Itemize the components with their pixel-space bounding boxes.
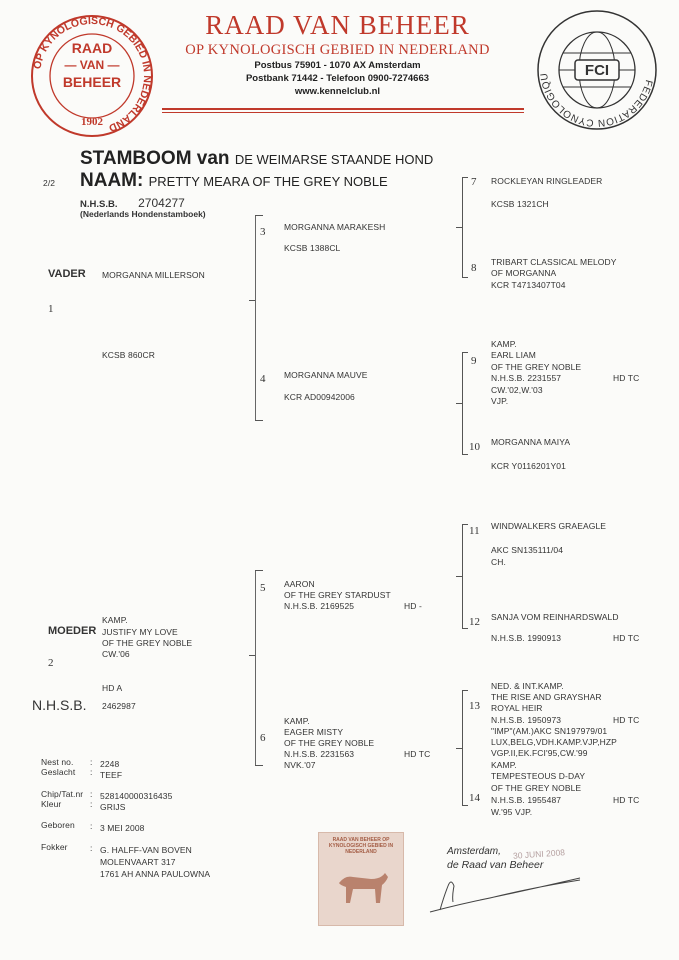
signature-place: Amsterdam, xyxy=(447,846,501,857)
ggp12-number: 12 xyxy=(469,616,480,628)
raad-emblem-text: RAAD VAN BEHEER OP KYNOLOGISCH GEBIED IN NEDERLAND xyxy=(328,837,394,855)
org-bank-phone: Postbank 71442 - Telefoon 0900-7274663 xyxy=(245,73,430,84)
ggp9-hd: HD TC xyxy=(613,373,640,383)
breeder-label: Fokker xyxy=(41,842,68,852)
gp6-hd: HD TC xyxy=(404,749,431,759)
ggp10-reg: KCR Y0116201Y01 xyxy=(491,461,566,471)
seal-left-line1: RAAD xyxy=(71,40,113,56)
org-address: Postbus 75901 - 1070 AX Amsterdam xyxy=(254,60,421,71)
gp5-number: 5 xyxy=(260,582,266,594)
born-label: Geboren xyxy=(41,820,75,830)
ggp11-number: 11 xyxy=(469,525,480,537)
naam-label: NAAM: xyxy=(80,170,144,191)
gp6-name2: OF THE GREY NOBLE xyxy=(284,738,375,748)
gp4-reg: KCR AD00942006 xyxy=(284,392,355,402)
ggp13-name1: THE RISE AND GRAYSHAR xyxy=(491,692,602,702)
ggp7-name: ROCKLEYAN RINGLEADER xyxy=(491,176,603,186)
dam-name1: JUSTIFY MY LOVE xyxy=(102,627,178,637)
seal-left-year: 1902 xyxy=(81,116,103,128)
ggp8-name1: TRIBART CLASSICAL MELODY xyxy=(491,257,617,267)
ggp10-name: MORGANNA MAIYA xyxy=(491,437,571,447)
gp5-name1: AARON xyxy=(284,579,315,589)
ggp13-hd: HD TC xyxy=(613,715,640,725)
header-rule xyxy=(162,108,524,110)
ggp10-number: 10 xyxy=(469,441,480,453)
stamboom-label: STAMBOOM van xyxy=(80,148,230,169)
ggp7-number: 7 xyxy=(471,176,477,188)
ggp11-reg: AKC SN135111/04 xyxy=(491,545,564,555)
org-name: RAAD VAN BEHEER xyxy=(205,10,470,40)
dam-number: 2 xyxy=(48,657,54,669)
ggp11-title: CH. xyxy=(491,557,506,567)
gp6-number: 6 xyxy=(260,732,266,744)
breed-name: DE WEIMARSE STAANDE HOND xyxy=(234,152,434,167)
gp6-name1: EAGER MISTY xyxy=(284,727,344,737)
gp5-hd: HD - xyxy=(404,601,422,611)
ggp14-number: 14 xyxy=(469,792,480,804)
dam-hd: HD A xyxy=(102,683,123,693)
gp6-prefix: KAMP. xyxy=(284,716,310,726)
dam-name2: OF THE GREY NOBLE xyxy=(102,638,193,648)
ggp11-name: WINDWALKERS GRAEAGLE xyxy=(491,521,607,531)
breeder-line3: 1761 AH ANNA PAULOWNA xyxy=(100,869,211,879)
gp3-number: 3 xyxy=(260,226,266,238)
seal-left-line2: — VAN — xyxy=(64,58,120,72)
ggp13-titles2: VGP.II,EK.FCI'95,CW.'99 xyxy=(491,748,588,758)
ggp8-name2: OF MORGANNA xyxy=(491,268,557,278)
nhsb-number: 2704277 xyxy=(138,196,185,210)
gp3-reg: KCSB 1388CL xyxy=(284,243,341,253)
ggp13-prefix: NED. & INT.KAMP. xyxy=(491,681,564,691)
seal-left-line3: BEHEER xyxy=(62,74,122,90)
ggp13-reg: N.H.S.B. 1950973 xyxy=(491,715,562,725)
dog-name: PRETTY MEARA OF THE GREY NOBLE xyxy=(148,174,388,189)
seal-right-fci xyxy=(532,8,662,133)
nhsb-full: (Nederlands Hondenstamboek) xyxy=(80,209,206,219)
dam-bracket xyxy=(255,570,256,765)
chip-label: Chip/Tat.nr xyxy=(41,789,84,799)
gp4-number: 4 xyxy=(260,373,266,385)
ggp9-reg: N.H.S.B. 2231557 xyxy=(491,373,562,383)
sire-reg: KCSB 860CR xyxy=(102,350,155,360)
ggp13-titles: LUX,BELG,VDH.KAMP.VJP,HZP xyxy=(491,737,617,747)
breeder-line2: MOLENVAART 317 xyxy=(100,857,176,867)
color-label: Kleur xyxy=(41,799,62,809)
ggp13-name2: ROYAL HEIR xyxy=(491,703,543,713)
sex-value: TEEF xyxy=(100,770,123,780)
ggp8-reg: KCR T4713407T04 xyxy=(491,280,566,290)
born-value: 3 MEI 2008 xyxy=(100,823,145,833)
seal-left-ring: OP KYNOLOGISCH GEBIED IN NEDERLAND xyxy=(31,14,154,134)
nhsb-label: N.H.S.B. xyxy=(80,199,118,210)
ggp12-name: SANJA VOM REINHARDSWALD xyxy=(491,612,619,622)
sire-number: 1 xyxy=(48,303,54,315)
breeder-line1: G. HALFF-VAN BOVEN xyxy=(100,845,192,855)
ggp14-titles: W.'95 VJP. xyxy=(491,807,533,817)
color-value: GRIJS xyxy=(100,802,126,812)
gp6-extra: NVK.'07 xyxy=(284,760,316,770)
gp4-name: MORGANNA MAUVE xyxy=(284,370,368,380)
ggp12-reg: N.H.S.B. 1990913 xyxy=(491,633,562,643)
ggp13-import: "IMP"(AM.)AKC SN197979/01 xyxy=(491,726,608,736)
ggp7-reg: KCSB 1321CH xyxy=(491,199,549,209)
dam-nhsb-label: N.H.S.B. xyxy=(32,697,87,713)
sire-label: VADER xyxy=(48,268,86,280)
seal-right-ring: FEDERATION CYNOLOGIQU xyxy=(538,72,654,129)
dam-label: MOEDER xyxy=(48,625,97,637)
ggp12-hd: HD TC xyxy=(613,633,640,643)
dam-prefix: KAMP. xyxy=(102,615,128,625)
sex-label: Geslacht xyxy=(41,767,76,777)
ggp8-number: 8 xyxy=(471,262,477,274)
dam-reg: 2462987 xyxy=(102,701,136,711)
ggp9-titles: CW.'02,W.'03 xyxy=(491,385,543,395)
seal-right-center: FCI xyxy=(584,62,610,79)
ggp14-hd: HD TC xyxy=(613,795,640,805)
ggp13-number: 13 xyxy=(469,700,480,712)
ggp9-name1: EARL LIAM xyxy=(491,350,536,360)
sire-name: MORGANNA MILLERSON xyxy=(102,270,205,280)
seal-left xyxy=(22,14,162,139)
gp5-name2: OF THE GREY STARDUST xyxy=(284,590,391,600)
ggp14-name2: OF THE GREY NOBLE xyxy=(491,783,582,793)
ggp9-number: 9 xyxy=(471,355,477,367)
gp6-reg: N.H.S.B. 2231563 xyxy=(284,749,355,759)
gp5-reg: N.H.S.B. 2169525 xyxy=(284,601,355,611)
ggp14-reg: N.H.S.B. 1955487 xyxy=(491,795,562,805)
dog-icon xyxy=(339,873,388,903)
sire-bracket xyxy=(255,215,256,420)
ggp9-prefix: KAMP. xyxy=(491,339,517,349)
chip-value: 528140000316435 xyxy=(100,791,173,801)
dam-cw: CW.'06 xyxy=(102,649,130,659)
nest-value: 2248 xyxy=(100,759,120,769)
signer-name: de Raad van Beheer xyxy=(447,859,544,871)
raad-emblem xyxy=(318,832,404,926)
ggp9-name2: OF THE GREY NOBLE xyxy=(491,362,582,372)
gp3-name: MORGANNA MARAKESH xyxy=(284,222,386,232)
signature xyxy=(420,868,620,918)
org-subtitle: OP KYNOLOGISCH GEBIED IN NEDERLAND xyxy=(185,42,490,58)
ggp9-titles2: VJP. xyxy=(491,396,509,406)
page-indicator: 2/2 xyxy=(43,178,56,188)
nest-label: Nest no. xyxy=(41,757,74,767)
ggp14-name1: TEMPESTEOUS D-DAY xyxy=(491,771,586,781)
ggp14-prefix: KAMP. xyxy=(491,760,517,770)
org-website: www.kennelclub.nl xyxy=(294,86,381,97)
stamp-date: 30 JUNI 2008 xyxy=(512,847,566,861)
